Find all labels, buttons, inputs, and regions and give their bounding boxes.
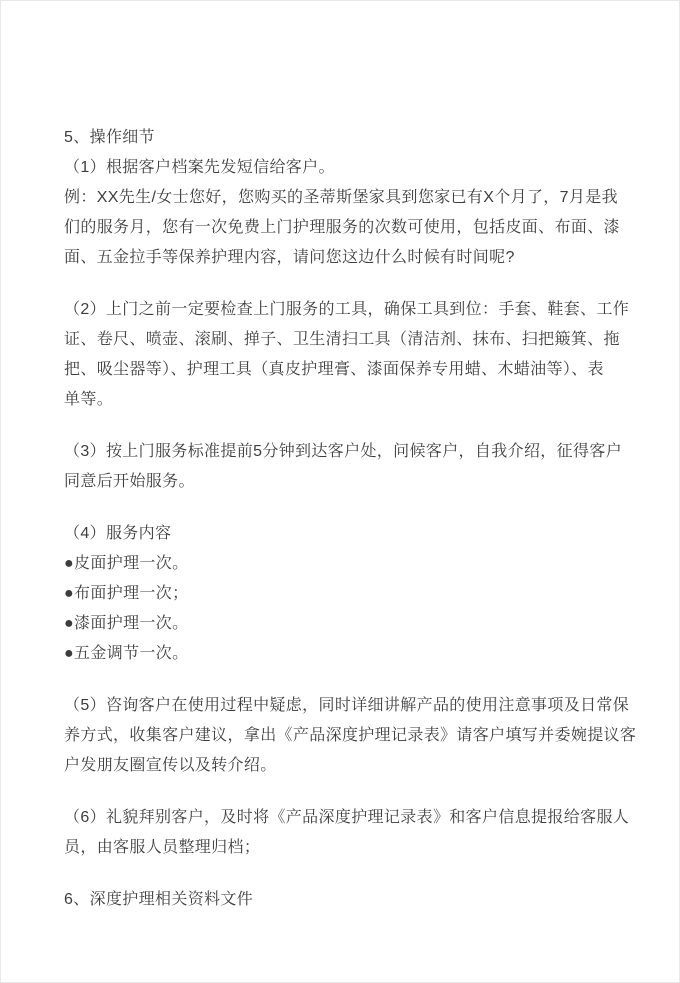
item-1-line-3: 们的服务月，您有一次免费上门护理服务的次数可使用，包括皮面、布面、漆: [64, 219, 620, 236]
item-4-line-3: ●布面护理一次；: [64, 585, 189, 602]
item-1-line-2: 例：XX先生/女士您好，您购买的圣蒂斯堡家具到您家已有X个月了，7月是我: [64, 189, 618, 206]
item-3-line-2: 同意后开始服务。: [64, 473, 195, 490]
item-3: [64, 437, 621, 497]
item-6: [64, 803, 630, 863]
item-2: [64, 295, 630, 415]
item-3-line-1: （3）按上门服务标准提前5分钟到达客户处，问候客户，自我介绍，征得客户: [64, 443, 623, 460]
item-5: [64, 691, 637, 781]
section-6-heading: [64, 885, 621, 915]
section-6-heading-line-1: 6、深度护理相关资料文件: [64, 891, 254, 908]
item-2-line-2: 证、卷尺、喷壶、滚刷、掸子、卫生清扫工具（清洁剂、抹布、扫把簸箕、拖: [64, 331, 620, 348]
item-4-line-1: （4）服务内容: [64, 525, 172, 542]
item-4: [64, 519, 621, 669]
item-4-line-4: ●漆面护理一次。: [64, 615, 189, 632]
item-2-line-4: 单等。: [64, 391, 114, 408]
item-6-line-1: （6）礼貌拜别客户，及时将《产品深度护理记录表》和客户信息提报给客服人: [64, 809, 630, 826]
item-4-line-2: ●皮面护理一次。: [64, 555, 189, 572]
item-4-line-5: ●五金调节一次。: [64, 645, 189, 662]
item-5-line-3: 户发朋友圈宣传以及转介绍。: [64, 757, 277, 774]
item-5-line-1: （5）咨询客户在使用过程中疑虑，同时详细讲解产品的使用注意事项及日常保: [64, 697, 630, 714]
section-5-heading-line-1: 5、操作细节: [64, 129, 155, 146]
section-5-heading: [64, 123, 621, 153]
item-1: [64, 153, 621, 273]
item-6-line-2: 员，由客服人员整理归档；: [64, 839, 261, 856]
item-1-line-4: 面、五金拉手等保养护理内容，请问您这边什么时候有时间呢?: [64, 249, 515, 266]
item-2-line-1: （2）上门之前一定要检查上门服务的工具，确保工具到位：手套、鞋套、工作: [64, 301, 630, 318]
document-content: [1, 1, 679, 915]
item-1-line-1: （1）根据客户档案先发短信给客户。: [64, 159, 335, 176]
item-5-line-2: 养方式，收集客户建议，拿出《产品深度护理记录表》请客户填写并委婉提议客: [64, 727, 637, 744]
item-2-line-3: 把、吸尘器等）、护理工具（真皮护理膏、漆面保养专用蜡、木蜡油等）、表: [64, 361, 604, 378]
